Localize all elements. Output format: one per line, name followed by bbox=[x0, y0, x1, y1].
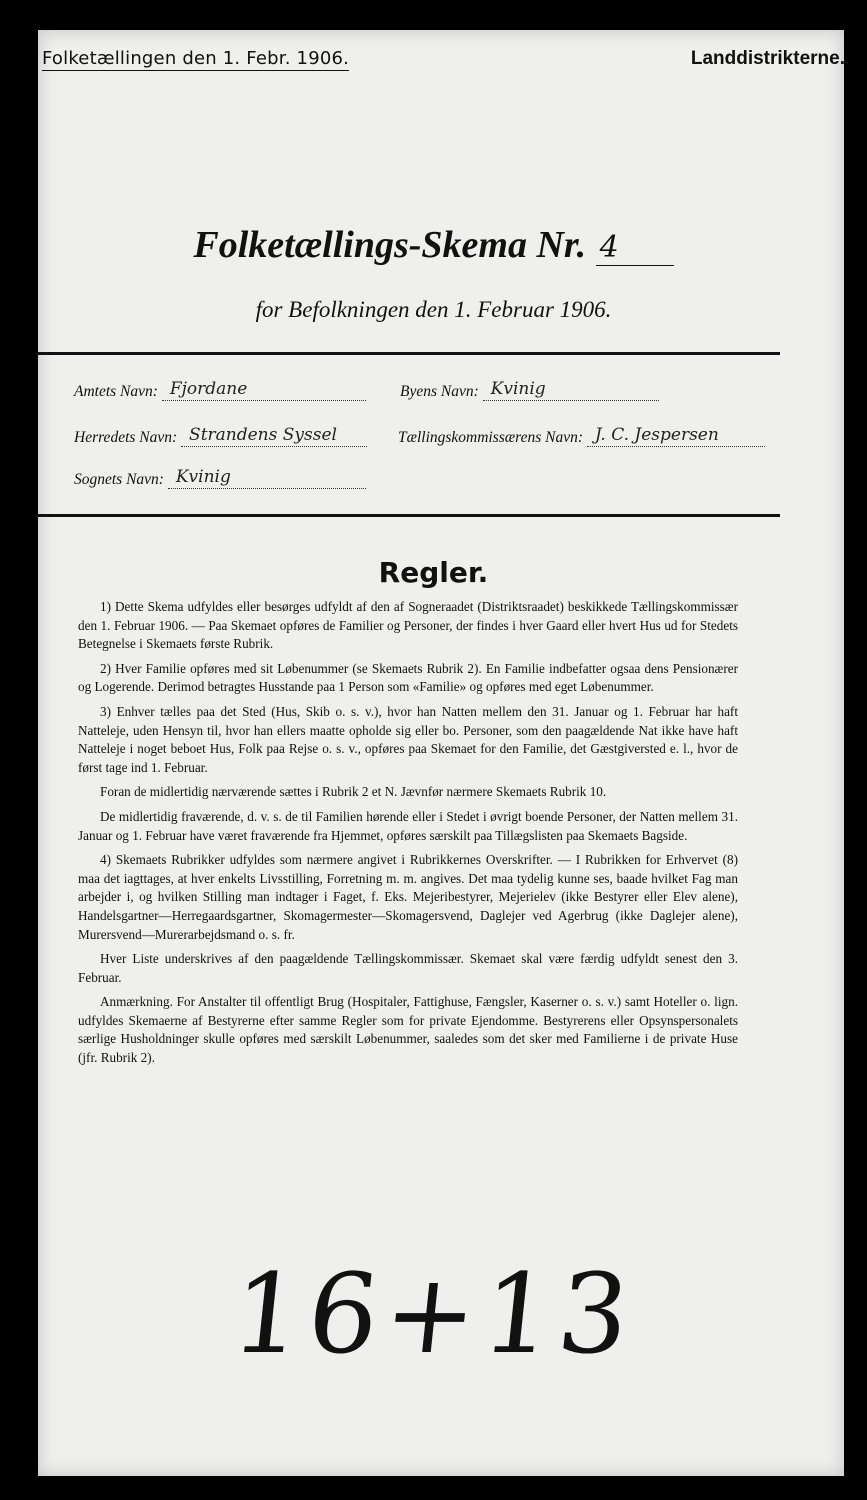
herred-label: Herredets Navn: bbox=[74, 429, 178, 446]
schema-number: 4 bbox=[596, 230, 674, 266]
sogn-field bbox=[74, 466, 366, 489]
top-divider bbox=[36, 352, 780, 355]
rule-3-temporary-present: Foran de midlertidig nærværende sættes i Rubrik 2 et N. Jævnfør nærmere Skemaets Rubrik 10. bbox=[100, 784, 607, 800]
bottom-divider bbox=[36, 514, 780, 517]
by-label: Byens Navn: bbox=[400, 383, 479, 400]
kommissaer-label: Tællingskommissærens Navn: bbox=[398, 429, 584, 446]
remark-note: Anmærkning. For Anstalter til offentligt Brug (Hospitaler, Fattighuse, Fængsler, Kaserner o. s. v.) samt Hoteller o. lign. udfyldes Skemaerne af Bestyrerne efter samme Regler som for private Ejendomme. Bestyrerens eller Opsynspersonalets særlige Husholdninger skulle opføres med særskilt Løbenummer, saaledes som det sker med Familierne i de private Huse (jfr. Rubrik 2). bbox=[78, 994, 738, 1066]
rules-heading: Regler. bbox=[378, 556, 489, 589]
amt-value: Fjordane bbox=[162, 378, 366, 401]
amt-field bbox=[74, 378, 366, 401]
census-date-header: Folketællingen den 1. Febr. 1906. bbox=[42, 48, 350, 69]
sogn-label: Sognets Navn: bbox=[74, 471, 164, 488]
amt-label: Amtets Navn: bbox=[74, 383, 158, 400]
kommissaer-value: J. C. Jespersen bbox=[587, 424, 765, 447]
herred-field bbox=[74, 424, 367, 447]
by-field bbox=[400, 378, 659, 401]
district-type-header: Landdistrikterne. bbox=[690, 48, 845, 69]
rule-4: 4) Skemaets Rubrikker udfyldes som nærmere angivet i Rubrikkernes Overskrifter. — I Rubrikken for Erhvervet (8) maa det iagttages, at hver enkelts Livsstilling, Forretning m. m. angives. Det maa tydelig kunne ses, baade hvilket Fag man arbejder i, og hvilken Stilling man indtager i Faget, f. Eks. Mejeribestyrer, Mejerielev (ikke Bestyrer eller Elev alene), Handelsgartner—Herregaardsgartner, Skomagermester—Skomagersvend, Daglejer ved Agerbrug (ikke Daglejer alene), Murersvend—Murerarbejdsmand o. s. fr. bbox=[78, 852, 738, 942]
kommissaer-field bbox=[398, 424, 765, 447]
rule-3-temporary-absent: De midlertidig fraværende, d. v. s. de til Familien hørende eller i Stedet i øvrigt boende Personer, der Natten mellem 31. Januar og 1. Februar have været fraværende fra Hjemmet, opføres særskilt paa Tillægslisten paa Skemaets Bagside. bbox=[78, 808, 738, 843]
handwritten-number: 16+13 bbox=[225, 1250, 642, 1378]
herred-value: Strandens Syssel bbox=[181, 424, 367, 447]
form-title bbox=[0, 223, 867, 267]
form-title-text: Folketællings-Skema Nr. bbox=[193, 224, 587, 266]
rule-3: 3) Enhver tælles paa det Sted (Hus, Skib o. s. v.), hvor han Natten mellem den 31. Januar og 1. Februar har haft Natteleje, uden Hensyn til, hvor han ellers maatte opholde sig eller bo. Personer, som den paagældende Nat ikke have haft Natteleje i noget beboet Hus, Folk paa Rejse o. s. v., opføres paa Skemaet for den Familie, det Gæstgiversted e. l., hvor de først tage ind 1. Februar. bbox=[78, 703, 738, 775]
rule-4-signature: Hver Liste underskrives af den paagældende Tællingskommissær. Skemaet skal være færdig udfyldt senest den 3. Februar. bbox=[78, 951, 738, 985]
sogn-value: Kvinig bbox=[168, 466, 366, 489]
by-value: Kvinig bbox=[483, 378, 659, 401]
form-subtitle: for Befolkningen den 1. Februar 1906. bbox=[255, 297, 612, 322]
rule-1: 1) Dette Skema udfyldes eller besørges udfyldt af den af Sogneraadet (Distriktsraadet) beskikkede Tællingskommissær den 1. Februar 1906. — Paa Skemaet opføres de Familier og Personer, der findes i hver Gaard eller hvert Hus ud for Stedets Betegnelse i Skemaets første Rubrik. bbox=[78, 599, 738, 652]
rule-2: 2) Hver Familie opføres med sit Løbenummer (se Skemaets Rubrik 2). En Familie indbefatter ogsaa dens Pensionærer og Logerende. Derimod betragtes Husstande paa 1 Person som «Familie» og opføres med eget Løbenummer. bbox=[78, 660, 738, 695]
rules-body bbox=[78, 598, 738, 1074]
